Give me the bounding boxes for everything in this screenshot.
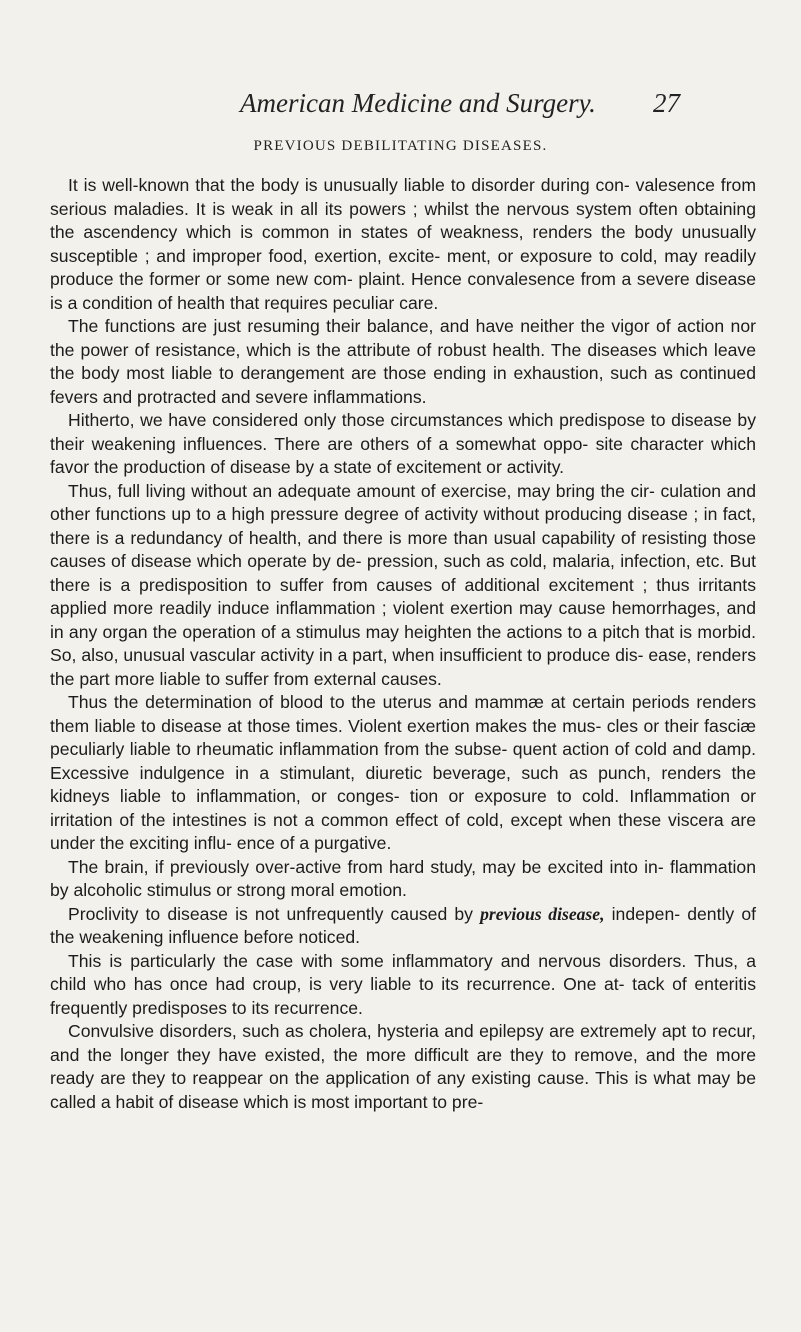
body-text <box>50 174 756 1114</box>
paragraph: This is particularly the case with some inflammatory and nervous disorders. Thus, a child who has once had croup, is very liable to its recurrence. One at- tack of enteritis frequently predisposes to its recurrence. <box>50 950 756 1018</box>
paragraph-text: indepen- dently of the weakening influence before noticed. <box>50 903 756 947</box>
paragraph-text: Proclivity to disease is not unfrequently caused by <box>68 903 481 924</box>
running-title: American Medicine and Surgery. <box>240 88 596 118</box>
paragraph: The brain, if previously over-active from hard study, may be excited into in- flammation by alcoholic stimulus or strong moral emotion. <box>50 856 756 900</box>
emphasis-text: previous disease, <box>480 903 605 924</box>
paragraph: Thus, full living without an adequate amount of exercise, may bring the cir- culation and other functions up to a high pressure degree of activity without producing disease ; in fact, there is a redundancy of health, and there is more than usual capability of resisting those causes of disease which operate by de- pression, such as cold, malaria, infection, etc. But there is a predisposition to suffer from causes of additional excitement ; thus irritants applied more readily induce inflammation ; violent exertion may cause hemorrhages, and in any organ the operation of a stimulus may heighten the actions to a pitch that is morbid. So, also, unusual vascular activity in a part, when insufficient to produce dis- ease, renders the part more liable to suffer from external causes. <box>50 480 756 689</box>
section-title: PREVIOUS DEBILITATING DISEASES. <box>253 138 548 154</box>
page-number: 27 <box>653 88 680 118</box>
paragraph: The functions are just resuming their balance, and have neither the vigor of action nor the power of resistance, which is the attribute of robust health. The diseases which leave the body most liable to derangement are those ending in exhaustion, such as continued fevers and protracted and severe inflammations. <box>50 316 756 407</box>
running-head <box>240 88 680 119</box>
paragraph: Thus the determination of blood to the uterus and mammæ at certain periods renders them liable to disease at those times. Violent exertion makes the mus- cles or their fasciæ peculiarly liable to rheumatic inflammation from the subse- quent action of cold and damp. Excessive indulgence in a stimulant, diuretic beverage, such as punch, renders the kidneys liable to inflammation, or conges- tion or exposure to cold. Inflammation or irritation of the intestines is not a common effect of cold, except when these viscera are under the exciting influ- ence of a purgative. <box>50 692 756 853</box>
paragraph: It is well-known that the body is unusually liable to disorder during con- valesence from serious maladies. It is weak in all its powers ; whilst the nervous system often obtaining the ascendency which is common in states of weakness, renders the body unusually susceptible ; and improper food, exertion, excite- ment, or exposure to cold, may readily produce the former or some new com- plaint. Hence convalesence from a severe disease is a condition of health that requires peculiar care. <box>50 175 756 313</box>
paragraph: Convulsive disorders, such as cholera, hysteria and epilepsy are extremely apt to recur, and the longer they have existed, the more difficult are they to remove, and the more ready are they to reappear on the application of any existing cause. This is what may be called a habit of disease which is most important to pre- <box>50 1021 756 1112</box>
paragraph <box>50 903 756 950</box>
paragraph: Hitherto, we have considered only those circumstances which predispose to disease by their weakening influences. There are others of a somewhat oppo- site character which favor the production of disease by a state of excitement or activity. <box>50 410 756 477</box>
